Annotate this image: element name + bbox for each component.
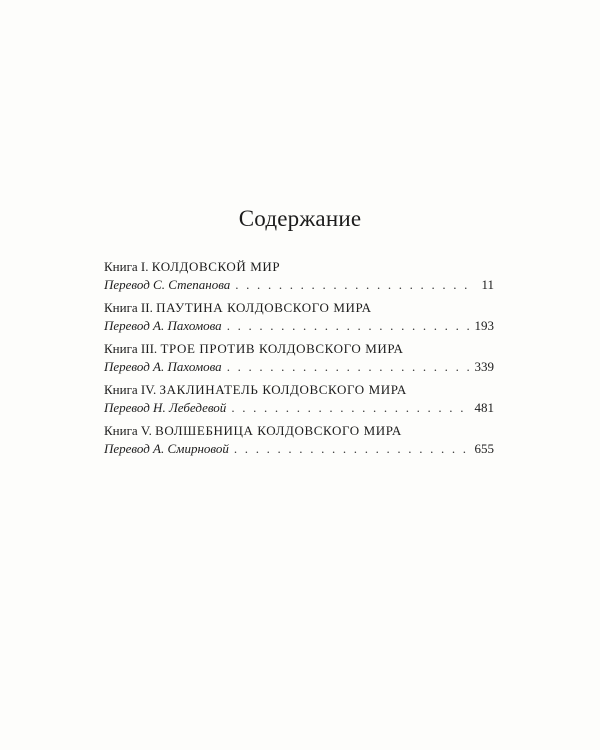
book-heading bbox=[104, 422, 494, 440]
book-heading bbox=[104, 381, 494, 399]
translator-line bbox=[104, 358, 494, 376]
book-title: ЗАКЛИНАТЕЛЬ КОЛДОВСКОГО МИРА bbox=[159, 382, 407, 397]
translator: Перевод С. Степанова bbox=[104, 277, 231, 292]
translator: Перевод А. Пахомова bbox=[104, 318, 222, 333]
book-number: Книга I. bbox=[104, 259, 149, 274]
book-title: ТРОЕ ПРОТИВ КОЛДОВСКОГО МИРА bbox=[160, 341, 404, 356]
translator-line bbox=[104, 317, 494, 335]
toc-entry-book-2 bbox=[104, 299, 494, 340]
toc-entry-book-3 bbox=[104, 340, 494, 381]
toc-entry-book-5 bbox=[104, 422, 494, 463]
book-number: Книга III. bbox=[104, 341, 158, 356]
page-number: 11 bbox=[481, 277, 494, 292]
book-number: Книга IV. bbox=[104, 382, 157, 397]
dot-leader bbox=[231, 399, 470, 417]
book-title: КОЛДОВСКОЙ МИР bbox=[151, 259, 281, 274]
page-title: Содержание bbox=[238, 206, 362, 231]
book-number: Книга V. bbox=[104, 423, 152, 438]
toc-entry-book-4 bbox=[104, 381, 494, 422]
translator: Перевод А. Пахомова bbox=[104, 359, 222, 374]
dot-leader bbox=[234, 440, 471, 458]
translator: Перевод Н. Лебедевой bbox=[104, 400, 227, 415]
book-heading bbox=[104, 258, 494, 276]
dot-leader bbox=[227, 358, 471, 376]
book-title: ПАУТИНА КОЛДОВСКОГО МИРА bbox=[156, 300, 372, 315]
page-number: 655 bbox=[474, 441, 494, 456]
page-number: 339 bbox=[474, 359, 494, 374]
book-heading bbox=[104, 340, 494, 358]
translator-line bbox=[104, 399, 494, 417]
book-number: Книга II. bbox=[104, 300, 153, 315]
translator: Перевод А. Смирновой bbox=[104, 441, 229, 456]
dot-leader bbox=[227, 317, 471, 335]
translator-line bbox=[104, 276, 494, 294]
page-number: 481 bbox=[474, 400, 494, 415]
page-number: 193 bbox=[474, 318, 494, 333]
translator-line bbox=[104, 440, 494, 458]
table-of-contents bbox=[104, 258, 494, 463]
dot-leader bbox=[235, 276, 472, 294]
book-heading bbox=[104, 299, 494, 317]
toc-entry-book-1 bbox=[104, 258, 494, 299]
book-title: ВОЛШЕБНИЦА КОЛДОВСКОГО МИРА bbox=[155, 423, 402, 438]
